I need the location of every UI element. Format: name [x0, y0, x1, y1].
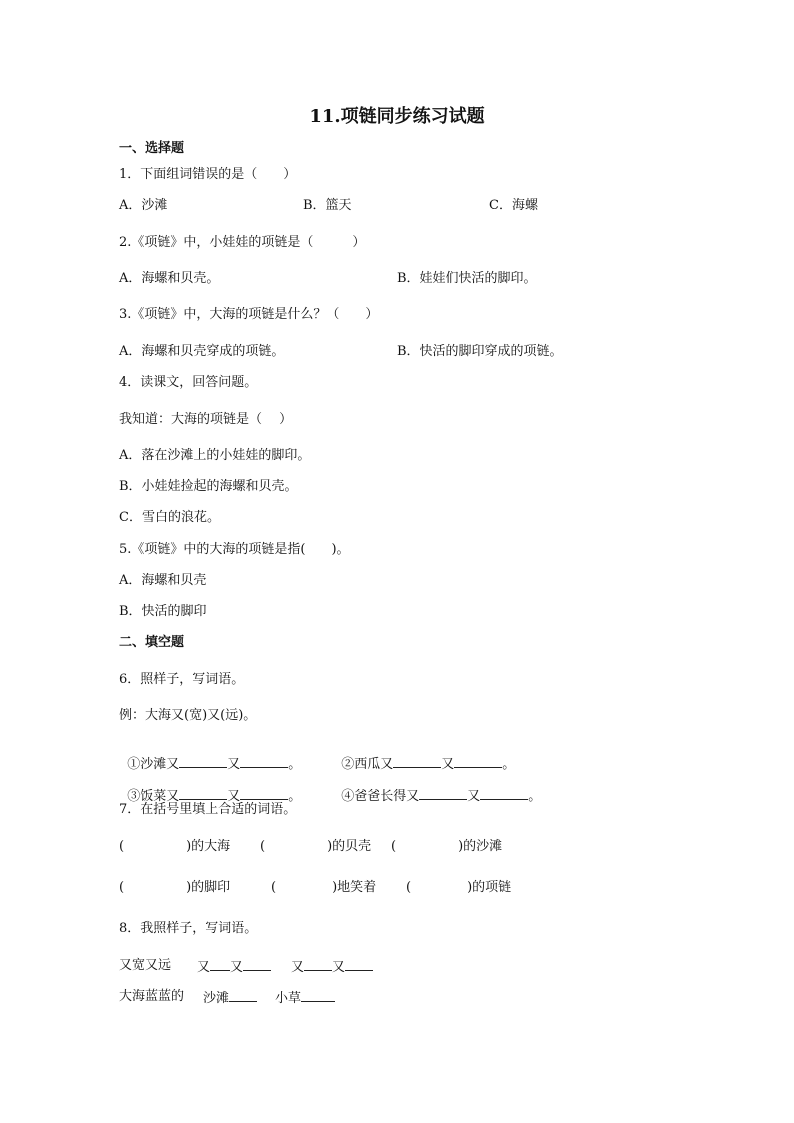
question-5-option-b: B．快活的脚印: [119, 604, 207, 619]
question-3-option-a: A．海螺和贝壳穿成的项链。: [119, 344, 285, 359]
item-text: 的项链: [472, 880, 512, 895]
item-end: 。: [288, 757, 302, 772]
question-7-row2-item1[interactable]: [119, 880, 230, 896]
close-paren: ): [458, 839, 464, 854]
close-paren: ): [467, 880, 473, 895]
question-6-example: 例：大海又(宽)又(远)。: [119, 708, 257, 723]
question-2-option-b: B．娃娃们快活的脚印。: [397, 271, 537, 286]
answer-blank[interactable]: [480, 787, 528, 800]
question-8-item-2: [291, 958, 373, 976]
item-connector: 又: [227, 789, 241, 804]
question-5-stem: 5.《项链》中的大海的项链是指( )。: [119, 542, 350, 557]
question-8-stem: 8．我照样子，写词语。: [119, 921, 258, 936]
answer-blank[interactable]: [304, 958, 332, 971]
close-paren: ): [332, 880, 338, 895]
question-1-option-b: B．篮天: [303, 198, 352, 213]
item-text: 的大海: [191, 839, 231, 854]
item-connector: 又: [467, 789, 481, 804]
section-heading-fill: 二、填空题: [119, 635, 185, 650]
question-6-stem: 6．照样子，写词语。: [119, 672, 245, 687]
item-end: 。: [502, 757, 516, 772]
item-connector: 又: [332, 960, 346, 975]
question-1-option-a: A．沙滩: [119, 198, 168, 213]
question-2-option-a: A．海螺和贝壳。: [119, 271, 220, 286]
close-paren: ): [186, 880, 192, 895]
question-1-stem: 1．下面组词错误的是（ ）: [119, 167, 297, 182]
item-connector: 又: [441, 757, 455, 772]
open-paren: (: [406, 880, 412, 895]
item-label: ④爸爸长得又: [341, 789, 420, 804]
question-7-stem: 7．在括号里填上合适的词语。: [119, 802, 297, 817]
answer-blank[interactable]: [345, 958, 373, 971]
answer-blank[interactable]: [240, 755, 288, 768]
question-2-stem: 2.《项链》中，小娃娃的项链是（ ）: [119, 235, 366, 250]
question-4-option-c: C．雪白的浪花。: [119, 510, 220, 525]
question-4-stem: 4．读课文，回答问题。: [119, 375, 258, 390]
item-label: ②西瓜又: [341, 757, 394, 772]
answer-blank[interactable]: [210, 958, 230, 971]
answer-blank[interactable]: [179, 755, 227, 768]
question-3-stem: 3.《项链》中，大海的项链是什么？（ ）: [119, 307, 379, 322]
question-8-example-1: 又宽又远: [119, 958, 172, 973]
question-4-option-a: A．落在沙滩上的小娃娃的脚印。: [119, 448, 311, 463]
question-6-item-1: [119, 739, 301, 773]
question-7-row2-item3[interactable]: [406, 880, 511, 896]
item-text: 的沙滩: [463, 839, 503, 854]
item-label: ③饭菜又: [127, 789, 180, 804]
page-title: 11.项链同步练习试题: [309, 106, 485, 127]
answer-blank[interactable]: [393, 755, 441, 768]
open-paren: (: [271, 880, 277, 895]
question-6-item-3: [119, 771, 301, 805]
item-connector: 又: [230, 960, 244, 975]
item-connector: 又: [197, 960, 211, 975]
answer-blank[interactable]: [454, 755, 502, 768]
answer-blank[interactable]: [419, 787, 467, 800]
item-label: ①沙滩又: [127, 757, 180, 772]
question-8-example-2: 大海蓝蓝的: [119, 989, 185, 1004]
close-paren: ): [186, 839, 192, 854]
answer-blank[interactable]: [229, 989, 257, 1002]
item-label: 小草: [275, 991, 302, 1006]
answer-blank[interactable]: [301, 989, 335, 1002]
question-7-row1-item2[interactable]: [260, 839, 371, 855]
answer-blank[interactable]: [179, 787, 227, 800]
answer-blank[interactable]: [243, 958, 271, 971]
item-label: 沙滩: [203, 991, 230, 1006]
question-8-item-1: [197, 958, 271, 976]
item-text: 的脚印: [191, 880, 231, 895]
question-8-item-4: [275, 989, 335, 1007]
section-heading-choice: 一、选择题: [119, 141, 185, 156]
item-connector: 又: [291, 960, 305, 975]
open-paren: (: [391, 839, 397, 854]
item-text: 地笑着: [337, 880, 377, 895]
item-end: 。: [528, 789, 542, 804]
question-3-option-b: B．快活的脚印穿成的项链。: [397, 344, 563, 359]
question-6-item-2: [333, 739, 515, 773]
answer-blank[interactable]: [240, 787, 288, 800]
item-end: 。: [288, 789, 302, 804]
question-7-row1-item3[interactable]: [391, 839, 502, 855]
open-paren: (: [260, 839, 266, 854]
close-paren: ): [327, 839, 333, 854]
question-4-option-b: B．小娃娃捡起的海螺和贝壳。: [119, 479, 298, 494]
question-6-item-4: [333, 771, 541, 805]
question-7-row1-item1[interactable]: [119, 839, 230, 855]
question-1-option-c: C．海螺: [489, 198, 538, 213]
question-7-row2-item2[interactable]: [271, 880, 376, 896]
question-8-item-3: [203, 989, 257, 1007]
open-paren: (: [119, 839, 125, 854]
open-paren: (: [119, 880, 125, 895]
question-4-subquestion: 我知道：大海的项链是（ ）: [119, 412, 293, 427]
item-text: 的贝壳: [332, 839, 372, 854]
item-connector: 又: [227, 757, 241, 772]
question-5-option-a: A．海螺和贝壳: [119, 573, 207, 588]
